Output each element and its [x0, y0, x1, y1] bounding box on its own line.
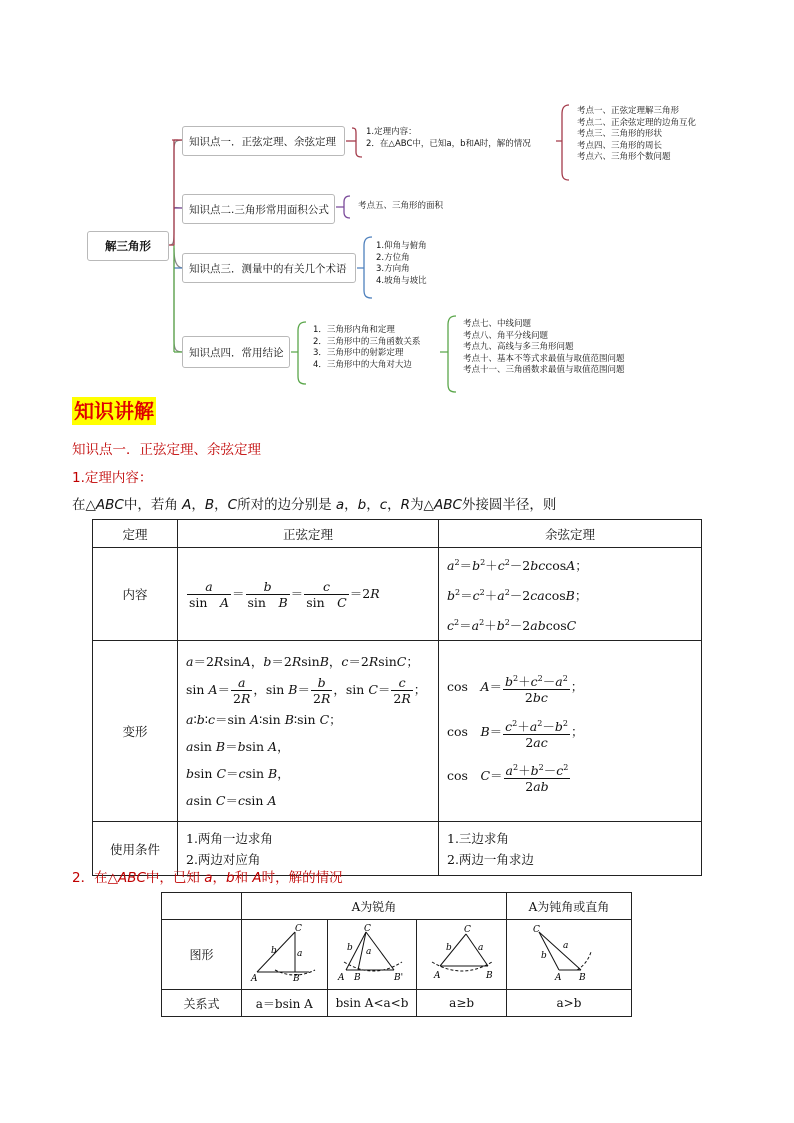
header-obtuse: A为钝角或直角	[506, 893, 631, 920]
relation-3: a≥b	[417, 990, 507, 1017]
mindmap-root: 解三角形	[87, 231, 169, 261]
svg-text:B: B	[485, 971, 493, 981]
svg-text:C: C	[295, 924, 303, 934]
sine-law-transforms: a＝2RsinA，b＝2RsinB，c＝2RsinC； sin A＝ $\frac{a}{2R}$ ，sin B＝ $\frac{b}{2R}$ ，sin C＝ $\frac{c}{2R}$ ； a∶b∶c＝sin A∶sin B∶sin C； asin B＝bsin A， bsin C＝csin B， asin C＝csin A	[178, 641, 439, 822]
svg-text:C: C	[364, 924, 371, 934]
solution-cases-table	[161, 892, 632, 1017]
relation-1: a＝bsin A	[241, 990, 327, 1017]
relation-2: bsin A<a<b	[327, 990, 417, 1017]
header-cosine: 余弦定理	[439, 520, 702, 548]
sine-conditions: 1.两角一边求角 2.两边对应角	[178, 822, 439, 876]
cosine-conditions: 1.三边求角 2.两边一角求边	[439, 822, 702, 876]
sub-heading-1: 1.定理内容：	[72, 470, 153, 486]
k4-points: 考点七、中线问题 考点八、角平分线问题 考点九、高线与多三角形问题 考点十、基本不等式求最值与取值范围问题 考点十一、三角函数求最值与取值范围问题	[463, 319, 625, 375]
svg-text:b: b	[271, 946, 278, 956]
row-label-conditions: 使用条件	[93, 822, 178, 876]
k4-items: 1．三角形内角和定理 2．三角形中的三角函数关系 3．三角形中的射影定理 4．三角形中的大角对大边	[313, 325, 421, 370]
k1-points: 考点一、正弦定理解三角形 考点二、正余弦定理的边角互化 考点三、三角形的形状 考点四、三角形的周长 考点六、三角形个数问题	[577, 106, 697, 162]
svg-text:a: a	[477, 943, 483, 953]
svg-text:B: B	[578, 973, 586, 982]
cosine-law-formulas: $a^2=b^2+c^2-2bccosA$； $b^2=c^2+a^2-2cacosB$； $c^2=a^2+b^2-2abcosC$	[439, 548, 702, 641]
mindmap-node-k3: 知识点三．测量中的有关几个术语	[182, 253, 356, 283]
triangle-a-ge-b-icon	[426, 924, 498, 982]
k3-items: 1.仰角与俯角 2.方位角 3.方向角 4.坡角与坡比	[376, 241, 427, 286]
svg-text:b: b	[347, 943, 353, 953]
row-label-content: 内容	[93, 548, 178, 641]
sub-heading-2: 2．在△ABC中，已知 a，b和 A时，解的情况	[72, 870, 343, 886]
figure-acute-3	[417, 920, 507, 990]
figure-obtuse	[506, 920, 631, 990]
corner-cell	[162, 893, 242, 920]
theorem-table	[92, 519, 702, 876]
svg-text:B': B'	[394, 973, 404, 982]
cosine-law-transforms: cos A＝ $\frac{b^2+c^2-a^2}{2bc}$ ； cos B＝ $\frac{c^2+a^2-b^2}{2ac}$ ； cos C＝ $\frac{a^2+b^2-c^2}{2ab}$	[439, 641, 702, 822]
triangle-one-solution-icon	[249, 924, 319, 982]
svg-text:b: b	[445, 943, 452, 953]
row-label-relation: 关系式	[162, 990, 242, 1017]
figure-acute-1	[241, 920, 327, 990]
k1-items: 1.定理内容： 2．在△ABC中，已知a，b和A时，解的情况	[366, 127, 531, 149]
mindmap-node-k2: 知识点二.三角形常用面积公式	[182, 194, 335, 224]
mindmap-node-k1: 知识点一．正弦定理、余弦定理	[182, 126, 345, 156]
section-title: 知识讲解	[74, 399, 154, 423]
header-sine: 正弦定理	[178, 520, 439, 548]
heading-k1: 知识点一．正弦定理、余弦定理	[72, 442, 261, 458]
svg-text:B: B	[354, 973, 361, 982]
svg-text:B: B	[293, 974, 300, 982]
k2-points: 考点五、三角形的面积	[358, 201, 444, 211]
triangle-obtuse-icon	[529, 924, 609, 982]
header-acute: A为锐角	[241, 893, 506, 920]
svg-text:A: A	[433, 971, 441, 981]
figure-acute-2	[327, 920, 417, 990]
header-theorem: 定理	[93, 520, 178, 548]
triangle-two-solutions-icon	[336, 924, 408, 982]
svg-text:C: C	[463, 925, 471, 935]
sine-law-formula: $\frac{a}{\text{sin A}}$ ＝ $\frac{b}{\text{sin B}}$ ＝ $\frac{c}{\text{sin C}}$ ＝2R	[178, 548, 439, 641]
svg-text:A: A	[338, 973, 345, 982]
intro-text: 在△ABC中，若角 A，B，C所对的边分别是 a，b，c，R为△ABC外接圆半径，则	[72, 497, 557, 513]
svg-text:a: a	[562, 941, 569, 951]
row-label-transform: 变形	[93, 641, 178, 822]
row-label-figure: 图形	[162, 920, 242, 990]
svg-text:A: A	[251, 974, 258, 982]
mindmap-node-k4: 知识点四．常用结论	[182, 336, 290, 368]
svg-text:a: a	[366, 947, 372, 957]
svg-text:C: C	[532, 925, 540, 935]
svg-text:a: a	[297, 949, 303, 959]
svg-text:A: A	[554, 973, 562, 982]
svg-text:b: b	[540, 951, 547, 961]
relation-4: a>b	[506, 990, 631, 1017]
